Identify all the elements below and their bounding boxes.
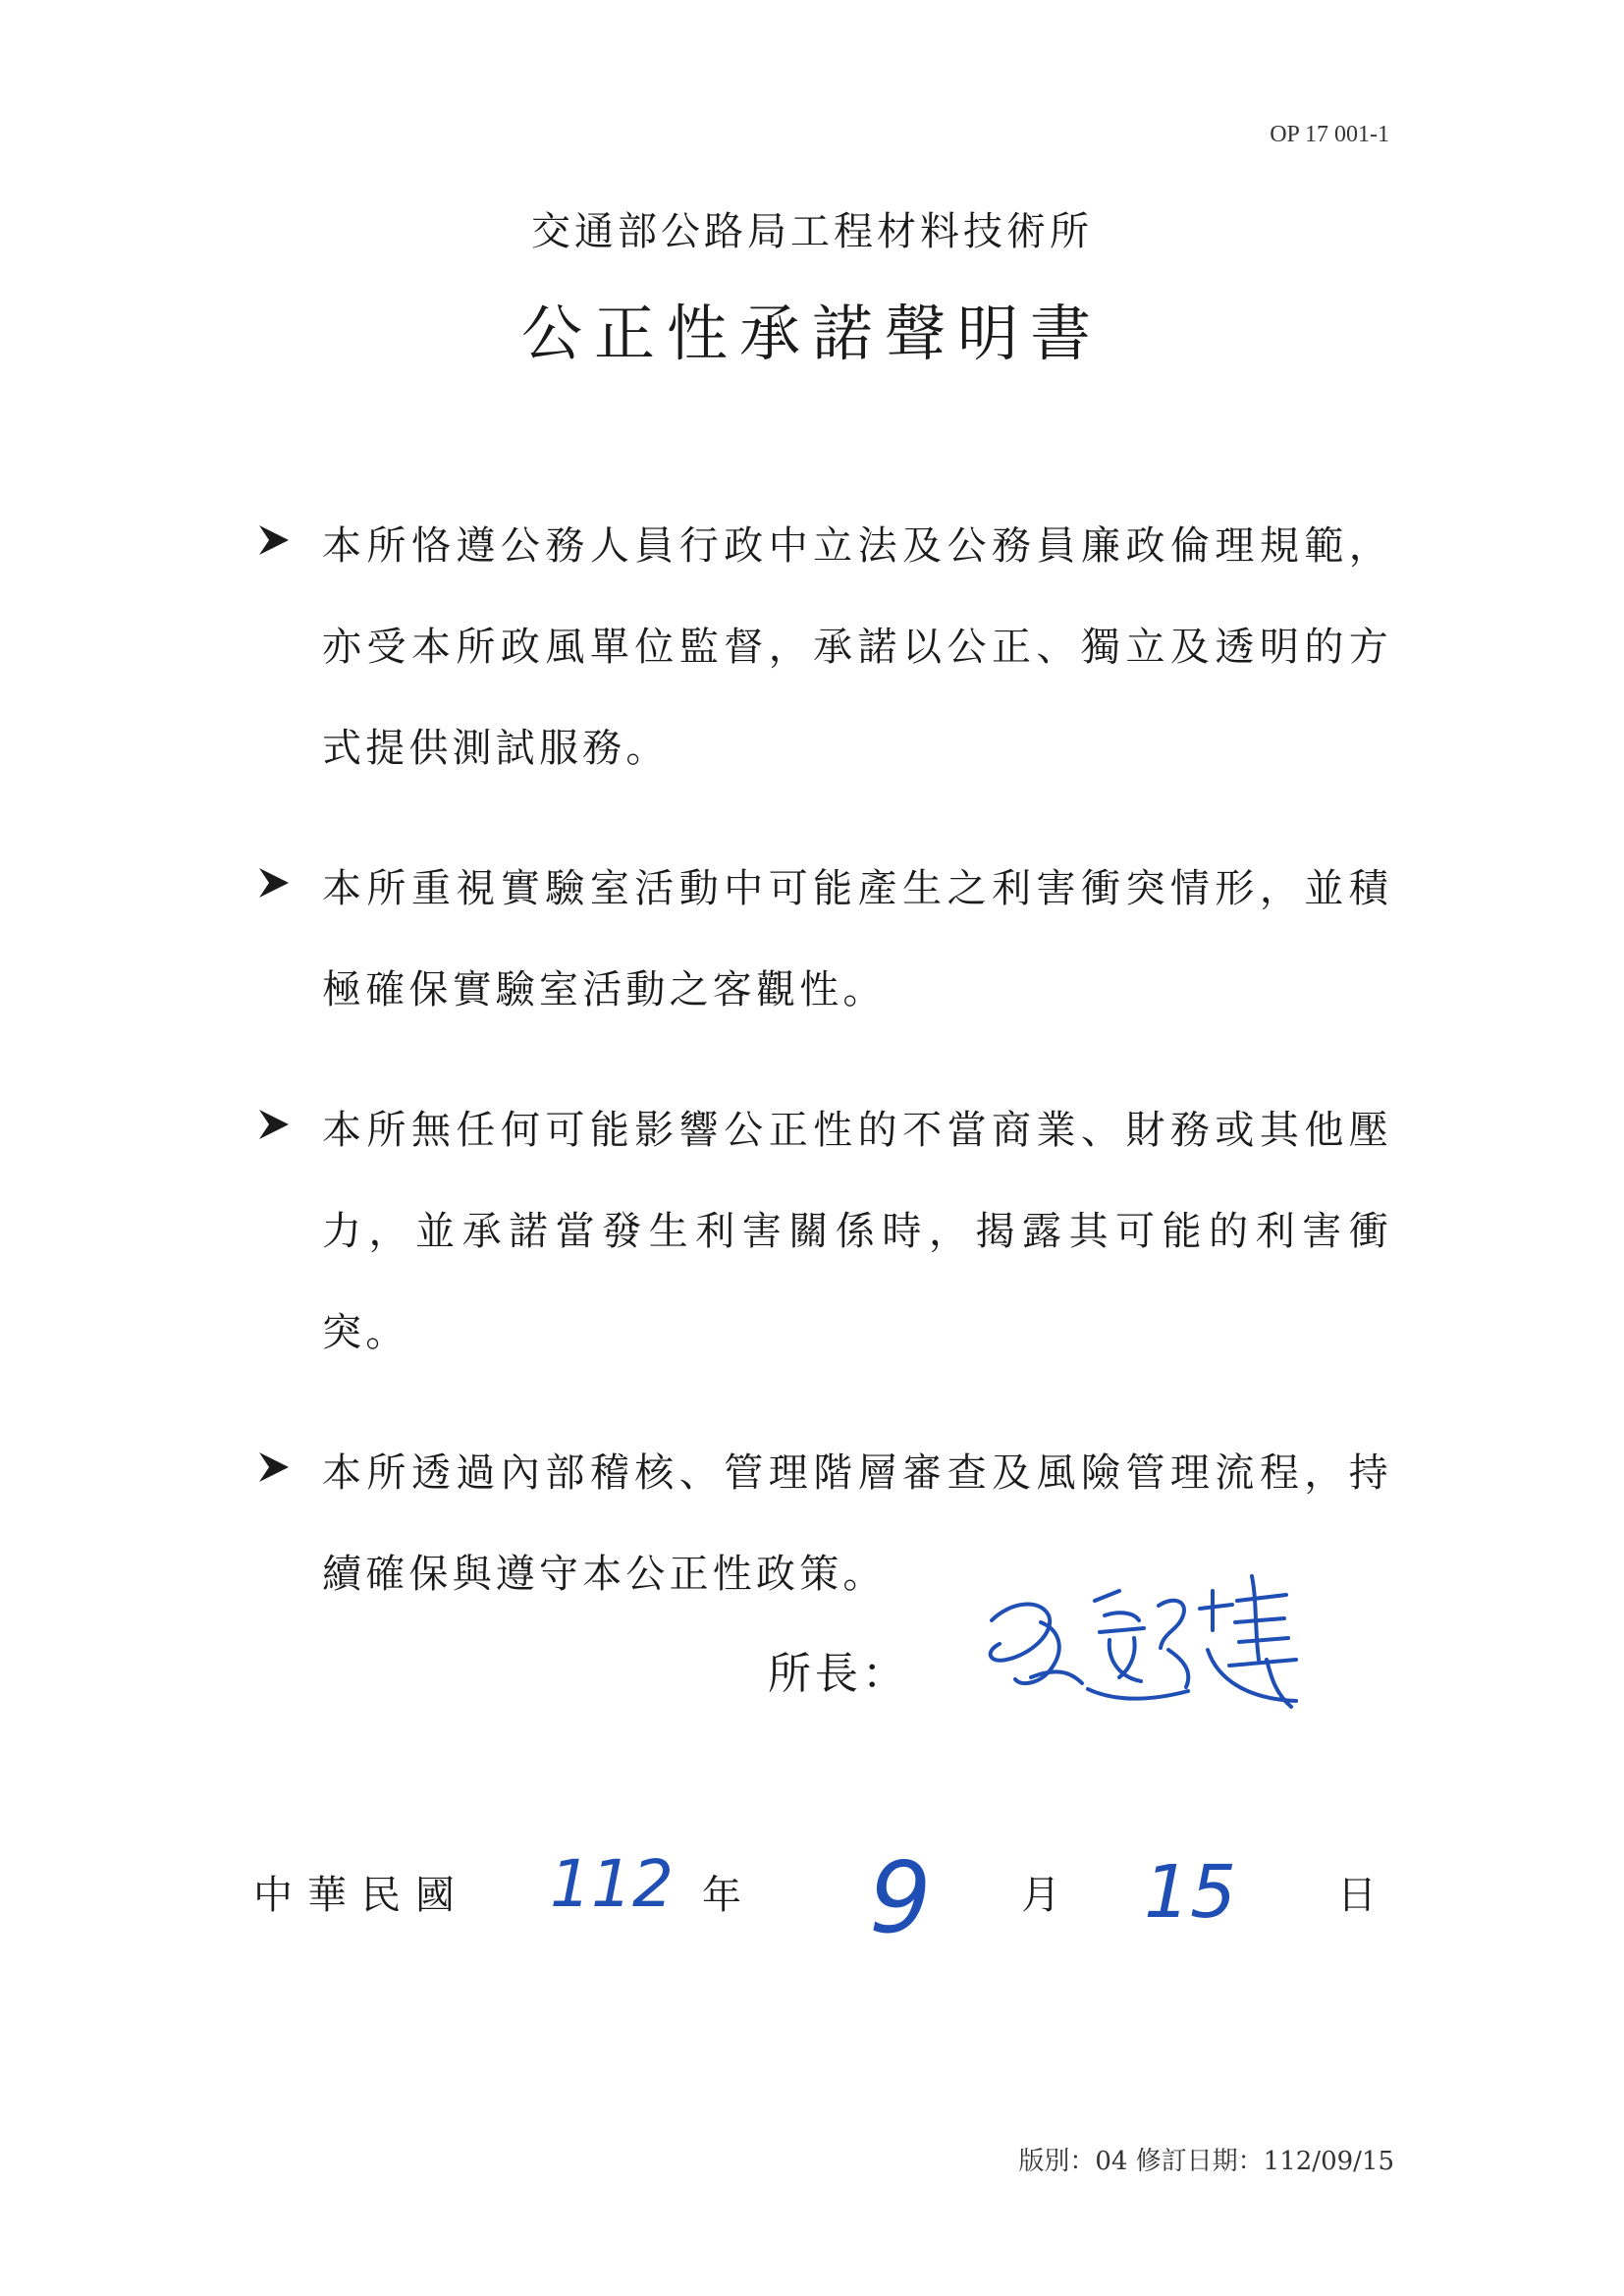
date-row (0, 1840, 1624, 1994)
director-signature (972, 1561, 1345, 1728)
handwritten-month: 9 (869, 1840, 932, 1955)
statement-text: 本所恪遵公務人員行政中立法及公務員廉政倫理規範，亦受本所政風單位監督，承諾以公正、獨立及透明的方式提供測試服務。 (322, 523, 1392, 771)
statement-text: 本所透過內部稽核、管理階層審查及風險管理流程，持續確保與遵守本公正性政策。 (322, 1450, 1392, 1597)
statement-text: 本所重視實驗室活動中可能產生之利害衝突情形，並積極確保實驗室活動之客觀性。 (322, 866, 1392, 1012)
statement-item (253, 496, 1392, 799)
director-label: 所長： (768, 1649, 909, 1699)
statement-item (253, 1080, 1392, 1384)
arrowhead-bullet-icon (257, 523, 291, 557)
statement-item (253, 839, 1392, 1041)
handwritten-day: 15 (1144, 1850, 1237, 1935)
arrowhead-bullet-icon (257, 1450, 291, 1484)
document-code: OP 17 001-1 (1270, 122, 1389, 147)
organization-name: 交通部公路局工程材料技術所 (531, 209, 1093, 254)
arrowhead-bullet-icon (257, 866, 291, 900)
statement-text: 本所無任何可能影響公正性的不當商業、財務或其他壓力，並承諾當發生利害關係時，揭露其可能的利害衝突。 (322, 1108, 1392, 1355)
document-title: 公正性承諾聲明書 (520, 298, 1103, 369)
month-unit: 月 (1021, 1873, 1060, 1918)
arrowhead-bullet-icon (257, 1108, 291, 1141)
handwritten-year: 112 (550, 1846, 674, 1922)
version-info: 版別：04 修訂日期：112/09/15 (1018, 2147, 1394, 2176)
era-label: 中華民國 (253, 1873, 469, 1918)
statement-list (253, 496, 1392, 1665)
day-unit: 日 (1337, 1873, 1377, 1918)
year-unit: 年 (702, 1873, 741, 1918)
